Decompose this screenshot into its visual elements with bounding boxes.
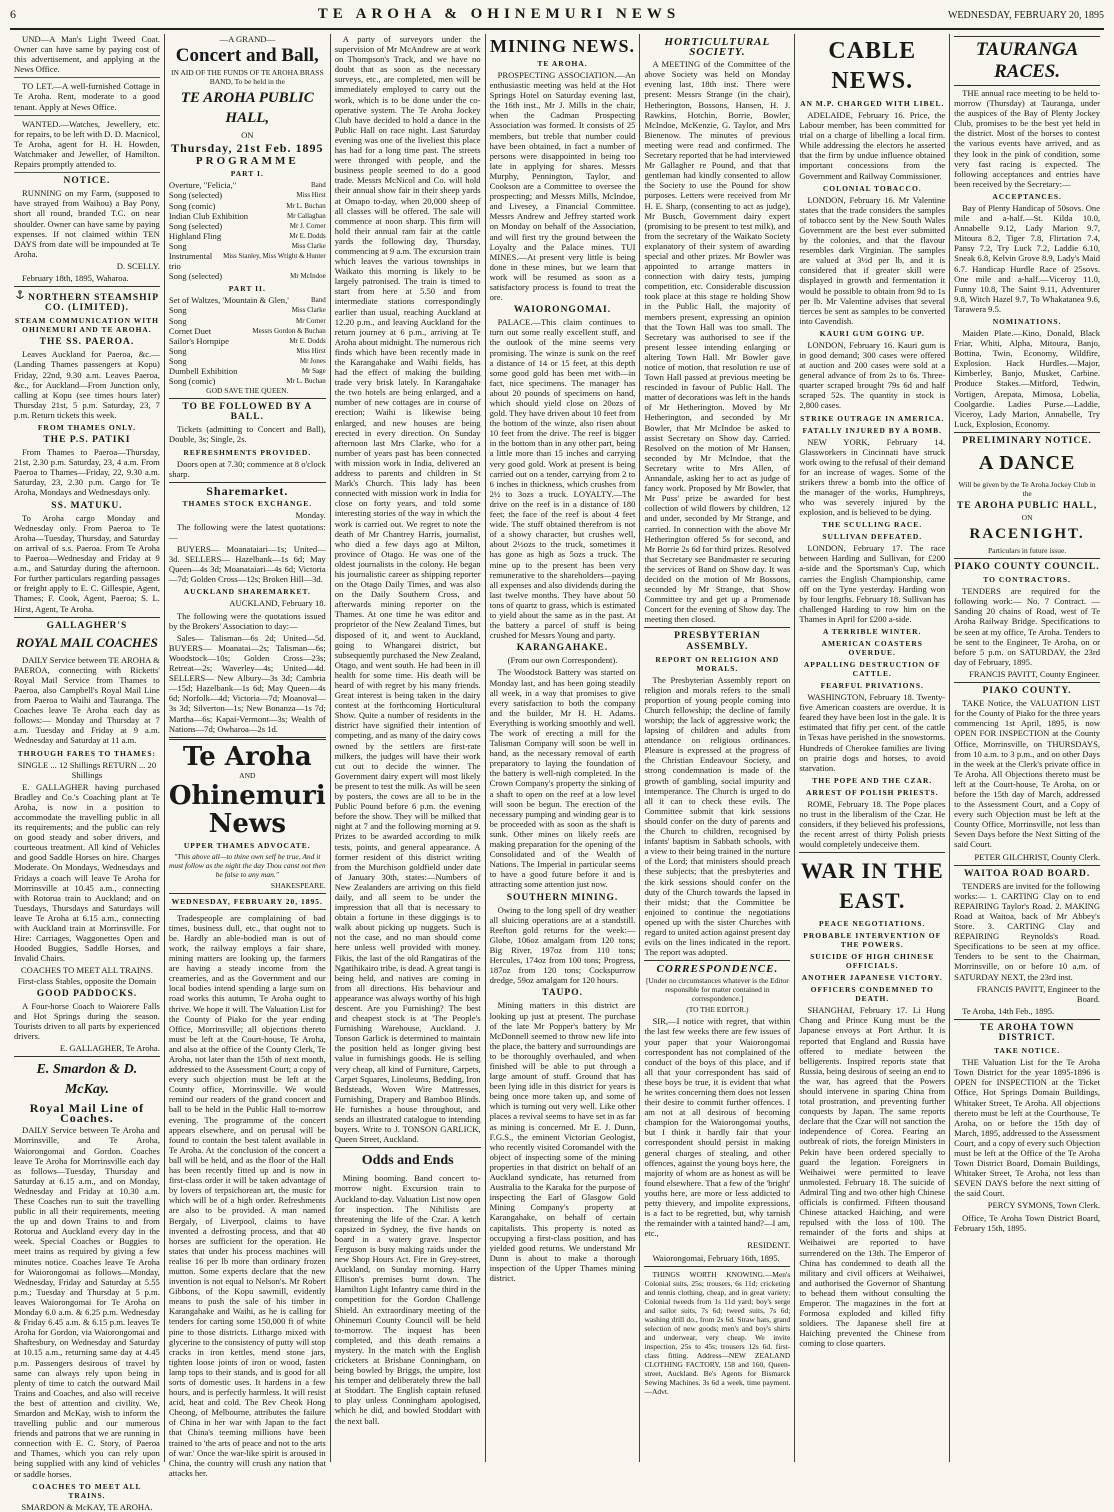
auckland-intro: The following were the quotations issued by the Brokers' Association to day:— — [168, 610, 326, 631]
programme-piece: Cornet Duet — [168, 325, 212, 336]
programme-performer: Band — [310, 296, 326, 305]
programme-item — [169, 295, 326, 305]
odds-and-ends-text: Mining booming. Band concert to-morrow night. Excursion train to Auckland to-day. Valuation List now open for inspection. The Nihilists are threatening the life of the Czar. A ketch capsized in Sydney, the five hands on board in a watery grave. Inspector Ferguson is busy making raids under the new Shop Hours Act. Fire in Grey-street, Auckland, on Sunday morning. Harry Ellison's premises burnt down. The Hamilton Light Infantry came third in the competition for the Gordon Challenge Shield. An extraordinary meeting of the Ohinemuri County Council will be held to-morrow. The inquest has been completed, and this death remains a mystery. In the match with the English cricketers at Brisbane Conningham, on being bowled by Briggs, the umpire, lost his temper and deliberately threw the ball at Stoddart. The English captain refused to play unless Conningham apologised, which he did, and bowled Stoddart with the next ball. — [334, 1173, 481, 1426]
paper-title-1: Te Aroha — [182, 741, 312, 772]
coach-text: DAILY Service between TE AROHA & PAEROA, connecting with Ricketts' Royal Mail Service from Thames to Paeroa, also Campbell's Royal Mail Line from Paeroa to Waihi and Tauranga. The Coaches leave Te Aroha each day as follows:— Monday and Thursday at 7 a.m. Tuesday and Friday at 9 a.m. Wednesday and Saturday at 11 a.m. — [14, 654, 160, 746]
coasters-heading: AMERICAN COASTERS OVERDUE. — [821, 639, 923, 658]
smardon-heading: E. Smardon & D. McKay. — [36, 1062, 138, 1098]
contractors-heading: TO CONTRACTORS. — [983, 575, 1071, 585]
programme-piece: Highland Fling — [168, 230, 222, 241]
programme-item — [169, 271, 326, 281]
waitoa-heading: WAITOA ROAD BOARD. — [963, 868, 1091, 879]
te-aroha-subheading: TE AROHA. — [537, 59, 588, 68]
god-save-queen: GOD SAVE THE QUEEN. — [206, 386, 289, 396]
officers-heading: OFFICERS CONDEMNED TO DEATH. — [810, 985, 934, 1004]
programme-heading: PROGRAMME — [195, 155, 299, 168]
horticultural-text: A MEETING of the Committee of the above Society was held on Monday evening last, 18th inst. There were present: Messrs Strange (in the chair), Hetherington, Bossons, Hansen, H. J. Rawkins, Hotchin, Borrie, Bowler, McIndoe, McKenzie, G. Taylor, and Mrs Bienenow. The minutes of previous meeting were read and confirmed. The Secretary reported that he had interviewed Mr Gallagher re Pound, and that that gentleman had kindly consented to allow the Society to use the Pound for show purposes. Letters were received from Mr H. E. Sharp, (consenting to act as judge), Mr Busch, Government dairy expert (promising to be present to test milk), and from the secretary of the Waikato Society explanatory of their system of awarding special and other prizes. Mr Bowler was appointed to arrange matters in connection with dairy tests, jumping competition, etc. Considerable discussion took place at this stage re holding Show in the Public Hall, the majority of members present, expressing an opinion that the Town Hall was too small. The Secretary was authorised to see if the present lessee intending enlarging or altering Town Hall. Mr Bowler gave notice of motion, that resolution re use of Town Hall passed at previous meeting be rescinded in favour of Public Hall. The matter of decorations was left in the hands of Mr Hetherington. Moved by Mr Hetherington, and seconded by Mr Bowler, that Mr McIndoe be asked to assist Secretary on Show day. Carried. Resolved on the motion of Mr Hansen, seconded by Mr McIndoe, that the Secretary write to Mrs Allen, of Annandale, asking her to act as judge of fancy work. Proposed by Mr Bowler, that Mr Puss' prize be awarded for best collection of wild flowers by children, 12 and under, seconded by Mr Strange, and carried. In connection with the above Mr Hetherington offered 5s for second, and Mr Borrie 2s 6d for third prizes. Resolved that Secretary see Bandmaster re securing the services of Band on Show day. It was decided on the motion of Mr Bossons, seconded by Mr Strange, that Show Committee try and get up a Promenade Concert for the evening of Show day. The meeting then closed. — [644, 59, 791, 625]
programme-piece: Song — [168, 315, 187, 326]
to-let-ad: TO LET.—A well-furnished Cottage in Te Aroha. Rent, moderate to a good tenant. Apply at News Office. — [14, 81, 160, 115]
auckland-sharemarket: AUCKLAND SHAREMARKET. — [183, 587, 311, 597]
thames-day: Monday. — [295, 509, 326, 520]
things-worth-knowing: THINGS WORTH KNOWING.—Men's Colonial suits, 25s; trousers, 6s 11d; cricketing and tennis clothing, cheap, and in great variety; Colonial tweeds from 1s 11d yard; boy's serge and sailor suits, 7s 6d; tweed suits, 7s 6d; washing drill do., from 2s 6d. Straw hats, grand selection of new goods; men's and boy's shirts and underwear, very cheap. We invite inspection, 25s to 45s; trousers 12s 6d. first-class fitting. Address—NEW ZEALAND CLOTHING FACTORY, 158 and 160, Queen-street, Auckland. Be's Agents for Bismarck Sewing Machines, 3s 6d a week, time payment.—Advt. — [644, 1269, 791, 1396]
ball-heading: TO BE FOLLOWED BY A BALL. — [182, 402, 313, 423]
programme-item — [169, 251, 326, 271]
waiorongomai-text: PALACE.—This claim continues to turn out some really excellent stuff, and the outlook of the mine seems very promising. The winze is sunk on the reef a distance of 14 or 15 feet, at this depth some good gold has been met with—in fact, nice specimens. The manager has about 20 pounds of specimens on hand, which should yield close on 20ozs of gold. They have driven about 10 feet from the bottom of the winze, also risen about 10 feet from the drive. The reef is bigger in the bottom than in any other part, being a little more than 15 inches and carrying very good gold. Work at present is being carried out on a tender, carrying from 2 to 6 inches in thickness, which crushes from 2½ to 3ozs a truck. LOYALTY.—The drive on the reef is in a distance of 180 feet; the face of the reef is about 4 feet wide. The stuff obtained therefrom is not of a showy character, but crushes well, about 2½ozs to the truck, sometimes it has gone as high as 5ozs a truck. The mine up to the present has been very remunerative to the shareholders—paying all expenses and also dividends during the last twelve months. They have about 50 tons of quartz to grass, which is estimated to yield about the same as in the past. At the battery a parcel of stuff is being crushed for Messrs Young and party. — [489, 317, 636, 641]
paper-title-2: Ohinemuri News — [168, 780, 326, 839]
good-paddocks: GOOD PADDOCKS. — [36, 988, 138, 999]
suicide-heading: SUICIDE OF HIGH CHINESE OFFICIALS. — [810, 952, 935, 971]
taupo-heading: TAUPO. — [542, 988, 583, 999]
taupo-text: Mining matters in this district are looking up just at present. The purchase of the late Mr Popper's battery by Mr McDonnell seemed to throw new life into the place, the battery and surroundings are to be thoroughly overhauled, and when finished will be able to put through a large amount of stuff. Ground that has been lying idle in this district for years is being once more taken up, and some of which is turning out very well. Like other places a revival seems to have set in as far as mining is concerned. Mr E. J. Dunn, F.G.S., the eminent Victorian Geologist, who recently visited Coromandel with the object of inspecting some of the mining properties in that district on behalf of an Auckland syndicate, has returned from Australia to the Karaka for the purpose of inspecting the Earl of Glasgow Gold Mining Company's property at Karangahake, on behalf of certain capitalists. This property is noted as occupying a first-class position, and has yielded good returns. We understand Mr Dunn is about to make a thorough inspection of the Upper Thames mining district. — [489, 1000, 636, 1283]
programme-piece: Instrumental trio — [168, 251, 213, 272]
programme-item — [169, 180, 326, 190]
programme-performer: Mr L. Buchan — [286, 377, 326, 386]
correspondence-signature: RESIDENT. — [747, 1240, 791, 1251]
paeroa-text: Leaves Auckland for Paeroa, &c.—(Landing Thames passengers at Kopu) Friday, 22nd, 9.30 a.m. Leaves Paeroa, &c., for Auckland—From Junction only, calling at Kopu (see times hours later) Thursday 21st, 5 p.m. Saturday, 23, 7 p.m. Return tickets this week. — [14, 349, 160, 420]
programme-item — [169, 231, 326, 241]
pope-heading: THE POPE AND THE CZAR. — [812, 775, 933, 785]
dance-heading: A DANCE — [978, 452, 1076, 474]
piako-county-heading: PIAKO COUNTY. — [982, 686, 1072, 697]
local-news-text: A party of surveyors under the supervision of Mr McAndrew are at work on Thompson's Track, and we have no doubt that as soon as the necessary surveys, etc., are completed, men will be immediately employed to carry out the work, which is to be done under the co-operative system. The Te Aroha Jockey Club have decided to hold a dance in the Public Hall on race night. Last Saturday evening was one of the liveliest this place has had for a long time past. The streets were thronged with people, and the business people seemed to do a good trade. Messrs McNicol and Co. will hold their annual show fair in their sheep yards at Omapo to-day, when 20,000 sheep of all classes will be offered. The sale will commence at noon sharp. This firm will hold their annual ram fair at the cattle yards the following day, Thursday, commencing at 9 a.m. The excursion train which leaves the various townships in Waikato this morning is likely to be largely patronised. The train is timed to start from here at 5.50 and from intermediate stations correspondingly earlier than usual, reaching Auckland at 12.20 p.m., and leaving Auckland for the return journey at 6 p.m., arriving at Te Aroha about midnight. The numerous rich finds which have been recently made in the Karangahake and Waihi fields, has had the effect of making the building trade very brisk lately. In Karangahake the two hotels are being enlarged, and a number of new cottages are in course of erection; Waihi is likewise being enlarged, and new houses are being erected in every direction. On Sunday afternoon last Mrs Clarke, who for a number of years past has been connected with mission work in India, delivered an address to parents and children in St Mark's Church. This lady has been connected with mission work in India for close on forty years, and told some interesting stories of the way in which the work is carried out. We regret to note the death of Mr Chantrey Harris, journalist, who died a few days ago at Milton, province of Otago. He was one of the oldest journalists in the colony. He began his journalistic career as shipping reporter on the Otago Daily Times, and was also on the Daily Southern Cross, and afterwards mining reporter on the Thames. At one time he was editor and proprietor of the New Zealand Times, but disposed of it, and went to Auckland, going to Whangarei district, but subsequently purchased the New Zealand, Otago, and went south. He had been in ill health for some time. His death will be heard of with regret by his many friends. Great interest is being taken in the dairy contest at the forthcoming Horticultural Show. Quite a number of residents in the district have signified their intention of competing, and as many of the dairy cows owned by the settlers are first-rate milkers, the judges will have their work cut out to decide the winner. The Government dairy expert will most likely be present to test the milk. As will be seen by posters, the cows are all to be in the Public Pound before 6 p.m. the evening before the show. They will be milked that night at 7 and the following morning at 9. Prizes to be awarded according to milk tests, points, and general appearance. A former resident of this district writing from the Murchison goldfield under date of January 30th, states:—Numbers of New Zealanders are arriving on this field daily, and all seem to be under the impression that all that is necessary to obtain a fortune in these diggings is to walk about picking up nuggets. Such is not the case, and no man should come here unless well provided with money. Fikis, the last of the old Rangatiras of the Ngatihikairo tribe, is dead. A great tangi is being held, and natives are coming in from all directions. His behaviour and appearance was always worthy of his high descent. Are you Furnishing? The best and cheapest stock is at 'The People's Furnishing Warehouse, Auckland. J. Tonson Garlick is determined to maintain the position held as longer giving best value in furnishings goods. He is selling very cheap, all kind of Furniture, Carpets, Carpet Squares, Linoleums, Bedding, Iron Bedsteads, Woven Wire Mattresses, Furnishing, Drapery and Bamboo Blinds. He furnishes a house throughout, and sends an illustrated catalogue to intending buyers. Write to J. TONSON GARLICK, Queen Street, Auckland. — [334, 34, 481, 1145]
programme-piece: Song (selected) — [168, 220, 223, 231]
programme-performer: Band — [310, 181, 326, 190]
programme-piece: Song — [168, 305, 187, 316]
upper-thames-advocate: UPPER THAMES ADVOCATE. — [183, 840, 311, 850]
programme-performer: Mr L. Buchan — [286, 201, 326, 210]
mp-libel-text: ADELAIDE, February 16. Price, the Labour member, has been committed for trial on a charge of libelling a local firm. While addressing the electors he asserted that the firm by undue influence obtained important concessions from the Government and Railway Commissioner. — [799, 110, 946, 181]
in-aid-text: IN AID OF THE FUNDS OF TE AROHA BRASS BAND, To be held in the — [170, 68, 324, 87]
programme-item — [169, 241, 326, 251]
thames-quotes: BUYERS— Moanataiari—1s; United—3d. SELLERS— Hazelbank—1s 6d; May Queen—4s 3d; Moanataiari—4s 6d; Victoria—7d; Golden Cross—12s; Broken Hill—3d. — [168, 544, 326, 585]
waitoa-date: Te Aroha, 14th Feb., 1895. — [962, 1005, 1055, 1016]
smardon-subheading: Royal Mail Line of Coaches. — [29, 1101, 145, 1126]
programme-performer: Miss Stanley, Miss Wright & Hunter — [223, 252, 326, 261]
tauranga-races-heading: TAURANGA RACES. — [954, 36, 1100, 86]
valuation-text: TAKE Notice, the VALUATION LIST for the County of Piako for the three years commencing 1st April, 1895, is now OPEN FOR INSPECTION at the County Office, Morrinsville, on THURSDAYS, from 10 a.m. to 3 p.m., and on other Days in the week at the Clerk's private office in Te Aroha. All Objections thereto must be left at the Court-house, Te Aroha, on or before the 15th day of March, addressed to the Assessment Court, and a Copy of every such Objection must be left at the County Office, Morrinsville, not less than Seven Days before the Next Sitting of the said Court. — [954, 698, 1101, 850]
column-2 — [165, 34, 331, 1478]
town-text: THE Valuation List for the Te Aroha Town District for the year 1895-1896 is OPEN for INSPECTION at the Ticket Office, Hot Springs Domain Buildings, Whitaker Street, Te Aroha. All objections thereto must be left at the Courthouse, Te Aroha, on or before the 15th day of March, 1895, addressed to the Assessment Court, and a copy of every such Objection must be left at the Office of the Te Aroha Town District Board, Domain Buildings, Whitaker Street, Te Aroha, not less than SEVEN DAYS before the next sitting of the said Court. — [954, 1057, 1101, 1199]
cattle-heading: APPALLING DESTRUCTION OF CATTLE. — [803, 660, 941, 679]
town-district-heading: TE AROHA TOWN DISTRICT. — [979, 1022, 1075, 1044]
programme-item — [169, 346, 326, 356]
fares-heading: THROUGH FARES TO THAMES: — [17, 748, 157, 758]
particulars: Particulars in future issue. — [987, 546, 1067, 556]
sharemarket-heading: Sharemarket. — [206, 483, 289, 498]
correspondence-text: SIR,—I notice with regret, that within the last few weeks there are few issues of your paper that your Waiorongomai correspondent has not complained of the conduct of the boys of this place, and if all that your correspondent has said of these boys be true, it is evident that what he writes concerning them does not lessen their desire to commit further offences. I am not at all desirous of becoming champion for the Waiorongomai youths, but I think it hardly fair that your correspondent should persist in making general charges of stealing, and other offences, against the young boys here, the majority of whom are as honest as will be found elsewhere. That a few of the 'bright' youths here, are more or less addicted to petty thievery, and impolite expressions, is a fact to be regretted, but, why tarnish the remainder with a tainted hand?—I am, etc., — [644, 1016, 791, 1239]
programme-performer: Miss Clarke — [291, 306, 326, 315]
tobacco-heading: COLONIAL TOBACCO. — [822, 183, 922, 193]
programme-performer: Mr J. Corner — [289, 221, 326, 230]
smardon-text: DAILY Service between Te Aroha and Morrinsville, and Te Aroha, Waiorongomai and Gordon. Coaches leave Te Aroha for Morrinsville each day as follows—Tuesday, Thursday and Saturday at 6.15 a.m., and on Monday, Wednesday and Friday at 10.30 a.m. These Coaches run to suit the travelling public in all their requirements, meeting the up and down Trains to and from Rotorua and Auckland every day in the week. Special Coaches or Buggies to meet trains as required by giving a few minutes notice. Coaches leave Te Aroha for Waiorongomai as follows—Monday, Wednesday, Friday and Saturday at 5.55 p.m.; Tuesday and Thursday at 5 p.m. leaves Waiorongomai for Te Aroha on Monday 6.0 a.m. & 6.25 p.m. Wednesday & Friday 6.45 a.m. & 6.15 p.m. leaves Te Aroha for Gordon, via Waiorongomai and Shaftesbury, on Wednesday and Saturday at 10.15 a.m., returning same day at 4.45 p.m. Passengers desirous of travel by same can always rely upon being in plenty of time to catch the outward Mail Trains and Coaches, and also will receive the best of attention and civility. We, Smardon and McKay, wish to inform the travelling public and our numerous friends and patrons that we are running in connection with E. C. Story, of Paeroa and Thames, which you can rely upon being supplied with any kind of vehicles or saddle horses. — [14, 1125, 160, 1479]
tauranga-text: THE annual race meeting to be held to-morrow (Thursday) at Tauranga, under the auspices of the Bay of Plenty Jockey Club, promises to be the best yet held in the district. Most of the horses to contest the various events have arrived, and as they look in the pink of condition, some very fast racing is expected. The following acceptances and entries have been received by the Secretary:— — [954, 88, 1101, 189]
part-1-heading: PART I. — [230, 169, 264, 179]
waitoa-text: TENDERS are invited for the following works:— 1. CARTING Clay on to end REPAIRING Taylor's Road. 2. MAKING Road at Waitoa, back of Mr Abbey's Store. 3. CARTING Clay and REPAIRING Reynolds's Road. Specifications to be seen at my office. Tenders to be sent to the Chairman, Morrinsville, on or before 10 a.m. of SATURDAY NEXT, the 23rd inst. — [954, 880, 1101, 982]
cable-news-heading: CABLE NEWS. — [828, 38, 917, 94]
town-date: Office, Te Aroha Town District Board, February 15th, 1895. — [954, 1212, 1101, 1233]
programme-item — [169, 326, 326, 336]
programme-piece: Song (selected) — [168, 271, 223, 282]
programme-part-1 — [169, 180, 326, 281]
priests-heading: ARREST OF POLISH PRIESTS. — [805, 787, 939, 797]
concert-heading: Concert and Ball, — [175, 45, 319, 67]
winter-heading: A TERRIBLE WINTER. — [823, 627, 922, 637]
thames-intro: The following were the latest quotations:— — [168, 521, 326, 542]
strike-heading: STRIKE OUTRAGE IN AMERICA. — [800, 413, 945, 423]
pavitt-signature: FRANCIS PAVITT, County Engineer. — [969, 668, 1101, 679]
kauri-text: LONDON, February 16. Kauri gum is in good demand; 300 cases were offered at auction and 200 cases were sold at a general advance of from 2s to 6s. Three-quarter scraped brought 79s 6d and half scraped 52s. The quantity in stock is 2,800 cases. — [799, 339, 946, 411]
peace-heading: PEACE NEGOTIATIONS. — [819, 919, 926, 929]
war-text: SHANGHAI, February 17. Li Hung Chang and Prince Kung must be the Japanese envoys at Port Arthur. It is reported that England and Russia have offered to mediate between the belligerents. Inspired reports state that Russia, being desirous of seeing an end to the war, has agreed that the Powers should intervene in sparing China from total prostration, and preventing further conquests by Japan. The same reports declare that the Czar will not sanction the independence of Corea. Fearing an outbreak of riots, the foreign Ministers in Pekin have been ordered specially to guard the legation. Foreigners in Weihaiwei were permitted to leave unmolested. February 18. The suicide of Admiral Ting and two other high Chinese officials is confirmed. Fifteen thousand Chinese attacked Haiching, and were repulsed with the loss of 100. The remainder of the forts and ships at Weihaiwei are reported to have surrendered on the 13th. The Emperor of China has condemned to death all the military and civil officers at Weihaiwei, and authorised the Governor of Shantung to behead them without consulting the Emperor. The magazines in the fort at Formosa exploded and killed fifty soldiers. The Japanese shell fire at Haiching prevented the Chinese from coming to close quarters. — [799, 1005, 946, 1349]
editorial-text: Tradespeople are complaining of bad times, business dull, etc., that ought not to be. Hardly an able-bodied man is out of work, the railway employs a fair share, mining matters are looking up, the farmers are having a steady income from the creameries, and as the Government and our local bodies intend spending a large sum on road works this autumn, Te Aroha ought to thrive. We hope it will. The Valuation List for the County of Piako for the year ending Office, Morrinsville; all objections thereto must be left at the Court-house, Te Aroha, and also at the office of the County Clerk, Te Aroha, not later than the 15th of next month, addressed to the Assessment Court; a copy of every such objection must be left at the County office, Morrinsville. We would remind our readers of the grand concert and ball to be held in the Public Hall to-morrow evening. The programme of the concert appears elsewhere, and on perusal will be found to contain the best talent available in Te Aroha. At the conclusion of the concert a ball will be held, and as the floor of the Hall has been recently fitted up and is now in first-class order it will be taken advantage of by lovers of terpsichorean art, the music for which will be of a high order. Refreshments are also to be provided. A man named Bergaly, of Liverpool, claims to have invented a defrosting process, and that 40 horses are sufficient for the operation. He states that under his process machines will realise 16 per lb more than ordinary frozen mutton. Some experts declare that the new invention is not equal to Nelson's. Mr Robert Gibbons, of the Kopu sawmill, evidently means to push the sale of his timber in Karangahake and Waihi, as he is calling for tenders for carting some 150,000 ft of white pine to those districts. Lithargo mixed with glycerine to the consistency of putty will stop cracks in iron kettles, mend stone jars, tighten loose joints of iron or wood, fasten lamp tops to their stands, and is good for all sorts of domestic uses. It hardens in a few hours, and is perfectly harmless. It will resist acid, heat and cold. The Rev Cheok Hong Cheong, of Melbourne, attributes the failure of China in her war with Japan to the fact that China's teeming millions have been trained to 'the arts of peace and not to the arts of war.' Once the war-like spirit is aroused in China, the country will crush any nation that attacks her. — [168, 912, 326, 1478]
winter-text: WASHINGTON, February 18. Twenty-five American coasters are overdue. It is feared they have been lost in the gale. It is estimated that fifty per cent. of the cattle in Texas have perished in the snowstorms. Hundreds of Cherokee families are living on prairie dogs and horses, to avoid starvation. — [799, 692, 946, 773]
programme-item — [169, 366, 326, 376]
dance-text: Will be given by the Te Aroha Jockey Club in the — [958, 480, 1096, 498]
editorial-date: WEDNESDAY, FEBRUARY 20, 1895. — [171, 896, 323, 906]
programme-item — [169, 211, 326, 221]
war-heading: WAR IN THE EAST. — [800, 858, 944, 914]
public-hall: TE AROHA PUBLIC HALL, — [180, 90, 314, 127]
southern-mining-text: Owing to the long spell of dry weather all sluicing operations are at a standstill. Reefton gold returns for the week:—Globe, 106oz amalgam from 120 tons; Big River, 197oz from 110 tons; Hercules, 174oz from 100 tons; Progress, 187oz from 120 tons; Cockspurrow dredge, 59oz amalgam for 120 hours. — [489, 904, 636, 986]
newspaper-title: TE AROHA & OHINEMURI NEWS — [317, 6, 681, 22]
strike-text: NEW YORK, February 14. Glassworkers in Cincinnati have struck work owing to the refusal of their demand for an increase of wages. Some of the strikers threw a bomb into the office of the manager of the works, Humphreys, who was severely injured by the explosion, and is believed to be dying. — [799, 436, 946, 518]
gallagher-text: E. GALLAGHER having purchased Bradley and Co.'s Coaching plant at Te Aroha, is now in a position to accommodate the travelling public in all its requirements; and the public can rely on good steady and sober drivers, and courteous treatment. All kind of Vehicles and good Saddle Horses on hire. Charges Moderate. On Mondays, Wednesdays and Fridays a coach will leave Te Aroha for Morrinsville at 10.45 a.m., connecting with Rotorua train to Auckland; and on Tuesdays, Thursdays and Saturdays will leave Te Aroha at 6.15 a.m., connecting with Auckland train at Morrinsville. For Hire: Carriages, Waggonettes Open and Hooded Buggies, Saddle Horses, and Invalid Chairs. — [14, 781, 160, 964]
programme-piece: Song (comic) — [168, 200, 216, 211]
take-notice: TAKE NOTICE. — [994, 1046, 1061, 1056]
programme-piece: Song (comic) — [168, 376, 216, 387]
programme-performer: Miss Hirst — [296, 346, 326, 355]
auckland-quotes: Sales— Talisman—6s 2d; United—5d. BUYERS— Moanatai—2s; Talisman—6s; Woodstock—10s; Golden Cross—23s; Retreat—2s; Waverley—4s; United—4d. SELLERS— New Albury—3s 3d; Cambria—15d; Hazelbank—1s 6d; May Queen—4s 6d; Norfolk—4d; Victoria—7d; Moanoval—3s 3d; Silverton—1s; New Bonanza—1s 7d; Martha—6s; Kapai-Vermont—3s; Wealth of Nations—7d; Owharoa—2s 1d. — [168, 632, 326, 734]
karangahake-heading: KARANGAHAKE. — [516, 643, 609, 654]
correspondence-note: [Under no circumstances whatever is the Editor responsible for matter contained in correspondence.] — [645, 976, 789, 1004]
horticultural-heading: HORTICULTURAL SOCIETY. — [664, 36, 771, 59]
motto: "This above all—to thine own self be true, And it must follow as the night the day Thou canst not then be false to any man." — [168, 851, 326, 879]
programme-piece: Indian Club Exhibition — [168, 210, 249, 221]
issue-date: WEDNESDAY, FEBRUARY 20, 1895 — [947, 10, 1104, 21]
piako-council-heading: PIAKO COUNTY COUNCIL. — [954, 562, 1100, 573]
karangahake-text: The Woodstock Battery was started on Monday last, and has been going steadily all week, in a way that promises to give every satisfaction to both the company and the builder, Mr H. H. Adams. Everything is working smoothly and well. The work of erecting a mill for the Talisman Company will soon be well in hand, as the necessary removal of earth preparatory to laying the foundation of the battery is well-nigh completed. In the Crown Company's property the sinking of a shaft to open on the reef at a low level will soon be begun. The erection of the necessary pumping and winding gear is to be proceeded with as soon as the shaft is sunk. Other mines on likely reefs are making preparation for the opening of the Consolidated and of the Wealth of Nations. The Imperial in particular seems to have a good future before it and is attracting some attention just now. — [489, 667, 636, 890]
victory-heading: ANOTHER JAPANESE VICTORY. — [801, 973, 943, 983]
steam-communication: STEAM COMMUNICATION WITH OHINEMURI AND TE AROHA. — [14, 316, 159, 335]
programme-piece: Overture, "Felicia," — [168, 180, 237, 191]
town-signature: PERCY SYMONS, Town Clerk. — [987, 1200, 1101, 1211]
dance-hall: TE AROHA PUBLIC HALL, — [956, 501, 1098, 511]
waitoa-signature: FRANCIS PAVITT, Engineer to the Board. — [976, 983, 1101, 1004]
pope-text: ROME, February 18. The Pope places no trust in the liberalism of the Czar. He considers, if they believed his professions, the recent arrest of thirty Polish priests would completely undeceive them. — [799, 798, 946, 850]
programme-item — [169, 305, 326, 315]
acceptances-heading: ACCEPTANCES. — [992, 191, 1062, 201]
matuku-text: To Aroha cargo Monday and Wednesday only. From Paeroa to Te Aroha—Tuesday, Thursday, and Saturday on arrival of s.s. Paeroa. From Te Aroha to Paeroa—Wednesday and Friday at 9 a.m., and Saturday during the afternoon. For further particulars regarding passages or freight apply to E. C. Gillespie, Agent, Thames; F. Cook, Agent, Paeroa; S. L. Hirst, Agent, Te Aroha. — [14, 512, 160, 614]
matuku-heading: SS. MATUKU. — [51, 500, 123, 511]
programme-item — [169, 376, 326, 386]
sculling-heading: THE SCULLING RACE. — [822, 520, 923, 530]
karangahake-sub: (From our own Correspondent). — [507, 655, 618, 666]
programme-item — [169, 201, 326, 211]
paper-title-and: AND — [239, 770, 256, 780]
programme-performer: Miss Clarke — [291, 241, 326, 250]
programme-piece: Dumbell Exhibition — [168, 365, 238, 376]
programme-item — [169, 221, 326, 231]
column-4 — [486, 34, 641, 1462]
correspondence-heading: CORRESPONDENCE. — [656, 963, 779, 976]
dance-on: ON — [1021, 513, 1033, 523]
page-number: 6 — [10, 7, 16, 21]
sullivan-heading: SULLIVAN DEFEATED. — [822, 532, 923, 542]
patiki-heading: THE P.S. PATIKI — [43, 435, 131, 445]
lost-coat-ad: UND—A Man's Light Tweed Coat. Owner can have same by paying cost of this advertisement, and applying at the News Office. — [14, 34, 160, 78]
grand-label: —A GRAND— — [219, 34, 276, 44]
gallagher-signature: E. GALLAGHER, Te Aroha. — [59, 1043, 160, 1054]
notice-date: February 18th, 1895, Waharoa. — [22, 272, 129, 283]
smardon-signature: SMARDON & McKAY, TE AROHA. — [21, 1501, 153, 1512]
programme-piece: Song — [168, 345, 187, 356]
part-2-heading: PART II. — [228, 284, 266, 294]
on-label: ON — [241, 130, 254, 141]
column-1 — [10, 34, 165, 1512]
meet-trains: COACHES TO MEET ALL TRAINS. — [32, 1481, 142, 1500]
masthead — [10, 6, 1104, 30]
steamship-company: NORTHERN STEAMSHIP CO. (LIMITED). — [14, 290, 160, 313]
four-horse-text: A Four-horse Coach to Waiorere Falls and Hot Springs during the season. Tourists driven to all parts by experienced drivers. — [14, 1000, 160, 1041]
programme-performer: Mr Corner — [295, 316, 326, 325]
programme-item — [169, 316, 326, 326]
programme-piece: Song — [168, 355, 187, 366]
programme-performer: Messrs Gordon & Buchan — [252, 326, 326, 335]
coaches-meet: COACHES TO MEET ALL TRAINS. First-class Stables, opposite the Domain — [17, 965, 157, 986]
programme-performer: Mr Callaghan — [287, 211, 326, 220]
gilchrist-signature: PETER GILCHRIST, County Clerk. — [974, 851, 1101, 862]
racenight-heading: RACENIGHT. — [969, 526, 1085, 543]
programme-piece: Sailor's Hornpipe — [168, 335, 229, 346]
doors-text: Doors open at 7.30; commence at 8 o'clock sharp. — [168, 458, 326, 479]
odds-and-ends-heading: Odds and Ends — [361, 1153, 454, 1169]
waiorongomai-heading: WAIORONGOMAI. — [513, 305, 612, 316]
kauri-heading: KAURI GUM GOING UP. — [819, 328, 925, 338]
programme-part-2 — [169, 295, 326, 386]
programme-item — [169, 356, 326, 366]
concert-date: Thursday, 21st Feb. 1895 — [171, 141, 324, 156]
programme-performer: Mr Sage — [301, 366, 326, 375]
programme-performer: Miss Hirst — [296, 191, 326, 200]
patiki-text: From Thames to Paeroa—Thursday, 21st, 2.30 p.m. Saturday, 23, 4 a.m. From Paeroa to Thames—Friday, 22, 9.30 a.m. Saturday, 23, 2.30 p.m. Cargo for Te Aroha, Mondays and Wednesdays only. — [14, 447, 160, 498]
column-6 — [795, 34, 950, 1462]
correspondence-place: Waiorongomai, February 16th, 1895. — [652, 1252, 780, 1263]
mining-text: PROSPECTING ASSOCIATION.—An enthusiastic meeting was held at the Hot Springs Hotel on Saturday evening last, the 16th inst., Mr J. Mills in the chair, when the Cadman Prospecting Association was formed. It consists of 25 members, but treble that number could have been obtained, in fact a number of persons were disappointed in being too late in applying for shares. Messrs Murphy, Pennington, Taylor, and Cookson are a Committee to oversee the prospecting; and Messrs Mills, McIndoe, and Livesey, a Financial Committee. Messrs Andrew and Jeffrey started work on Monday on behalf of the Association, and will first try the ground between the Loyalty and the Palace mines. TUI MINES.—At present very little is being done in these mines, but we learn that work will be resumed as soon as a satisfactory process is found to treat the ore. — [489, 70, 636, 303]
column-5 — [640, 34, 795, 1462]
programme-performer: Mr McIndoe — [290, 272, 326, 281]
nominations-text: Maiden Plate.—Kino, Donald, Black Friar, Whiti, Alpha, Mitoura, Banjo, Bottina, Twin, Economy, Wildfire, Explosion. Hack Hurdles.—Major, Kimberley, Banjo, Musket, Carbine. Produce Stakes.—Mitford, Tedwin, Vortigen, Arepata, Mimosa, Lobelia, Coolgardie. Ladies Purse.—Laddie, Viceroy, Lady Marion, Annabelle, Try Luck, Explosion, Economy. — [954, 327, 1101, 429]
nominations-heading: NOMINATIONS. — [992, 316, 1062, 326]
notice-heading: NOTICE. — [63, 176, 111, 187]
auckland-date: AUCKLAND, February 18. — [229, 598, 326, 609]
notice-text: RUNNING on my Farm, (supposed to have strayed from Waihou) a Bay Pony, short all round, branded T.C. on near shoulder. Owner can have same by paying expenses. If not claimed within TEN DAYS from date will be impounded at Te Aroha. — [14, 188, 160, 259]
southern-mining-heading: SOUTHERN MINING. — [506, 892, 619, 903]
presbyterian-text: The Presbyterian Assembly report on religion and morals refers to the small proportion of young people coming into Church fellowship; the decline of family worship; the lack of aggressive work; the lapsing of children and adults from attendance on religious ordinances. Pleasure is expressed at the progress of the Christian Endeavour Society, and strong condemnation is made of the growth of gambling, social impurity and intemperance. The Church is urged to do all it can to check these evils. The Committee submit that kirk sessions should confer on the duty of parents and the Church to children, recognised by infants' baptism in Sabbath schools, with a view to their being trained in the nurture of the Lord; that ministers should preach these subjects; that the presbyteries and the kirk sessions should confer on the duty of the Church towards the lapsed in their midst; that the Committee be enjoined to continue the negotiations opened up with the sister Churches with regard to united action against present day evils on the lines indicated in the report. The report was adopted. — [644, 674, 791, 958]
tobacco-text: LONDON, February 16. Mr Valentine states that the trade considers the samples of tobacco sent by the New South Wales Government are the best ever submitted by the colonies, and that the flavour resembles dark Virginian. The samples are valued at 3½d per lb, and it is considered that if greater skill were displayed in growth and fermentation it would be possible to obtain from 9d to 1s per lb. Mr Valentine advises that several tierces be sent as samples to be converted into Cavendish. — [799, 194, 946, 326]
royal-mail-heading: ROYAL MAIL COACHES — [16, 634, 158, 650]
programme-performer: Mr Jones — [299, 356, 326, 365]
programme-performer: Mr E. Dodds — [289, 231, 326, 240]
acceptances-text: Bay of Plenty Handicap of 50sovs. One mile and a-half.—St. Kilda 10.0, Annabelle 9.12, Lady Marion 9.7, Mitoura 8.2, Tiger 7.8, Flirtation 7.4, Pansy 7.2, Try Luck 7.2, Laddie 6.10, Sneak 6.8, Kelvin Grove 8.9, Lady's Maid 6.7. Handicap Hurdle Race of 25sovs. One mile and a-half.—Viceroy 11.0, Funny 10.8, The Saint 9.11, Adventurer 9.8, Witch Hazel 9.7, To Whakatanea 9.6, Tarawera 9.5. — [954, 202, 1101, 314]
privations-heading: FEARFUL PRIVATIONS. — [820, 681, 924, 691]
programme-piece: Song — [168, 240, 187, 251]
programme-piece: Set of Waltzes, 'Mountain & Glen,' — [168, 295, 289, 306]
gallagher-heading: GALLAGHER'S — [46, 620, 128, 631]
thames-exchange: THAMES STOCK EXCHANGE. — [182, 498, 313, 508]
tickets-text: Tickets (admitting to Concert and Ball), Double, 3s; Single, 2s. — [168, 424, 326, 445]
preliminary-notice: PRELIMINARY NOTICE. — [962, 435, 1092, 446]
powers-heading: PROBABLE INTERVENTION OF THE POWERS. — [803, 931, 942, 950]
refreshments: REFRESHMENTS PROVIDED. — [183, 447, 312, 457]
paeroa-heading: THE SS. PAEROA. — [39, 337, 135, 348]
to-the-editor: (TO THE EDITOR.) — [686, 1005, 749, 1015]
mp-libel-heading: AN M.P. CHARGED WITH LIBEL. — [800, 99, 945, 108]
presbyterian-sub: REPORT ON RELIGION AND MORALS. — [655, 654, 780, 673]
anchor-icon — [15, 290, 25, 300]
fares-text: SINGLE ... 12 Shillings RETURN ... 20 Shillings — [17, 759, 157, 780]
programme-piece: Song (selected) — [168, 190, 223, 201]
notice-signature: D. SCELLY. — [116, 260, 160, 271]
programme-item — [169, 190, 326, 200]
tender-text: TENDERS are required for the following work:— No. 7 Contract. — Sanding 20 chains of Road, west of Te Aroha Railway Bridge. Specifications to be seen at my office, Te Aroha. Tenders to be sent to the Engineer, Te Aroha, on or before 5 p.m. on SATURDAY, the 23rd day of February, 1895. — [954, 586, 1101, 667]
programme-performer: Mr E. Dodds — [289, 336, 326, 345]
column-7 — [950, 34, 1104, 1462]
mining-news-heading: MINING NEWS. — [490, 36, 636, 56]
sullivan-text: LONDON, February 17. The race between Harding and Sullivan, for £200 a-side and the Sportsman's Cup, which carries the English Championship, came off on the Tyne yesterday. Harding won by four lengths. February 18. Sullivan has challenged Harding to row him on the Thames in April for £200 a-side. — [799, 543, 946, 624]
from-thames: FROM THAMES ONLY. — [37, 423, 137, 432]
shakespeare: SHAKESPEARE. — [270, 880, 326, 890]
wanted-ad: WANTED.—Watches, Jewellery, etc. for repairs, to be left with D. D. Macnicol, Te Aroha, agent for H. H. Howden, Watchmaker and Jeweller, of Hamilton. Repairs promptly attended to. — [14, 119, 160, 173]
programme-item — [169, 336, 326, 346]
column-3 — [331, 34, 486, 1462]
strike-sub: FATALLY INJURED BY A BOMB. — [802, 425, 943, 435]
presbyterian-heading: PRESBYTERIAN ASSEMBLY. — [674, 631, 761, 652]
